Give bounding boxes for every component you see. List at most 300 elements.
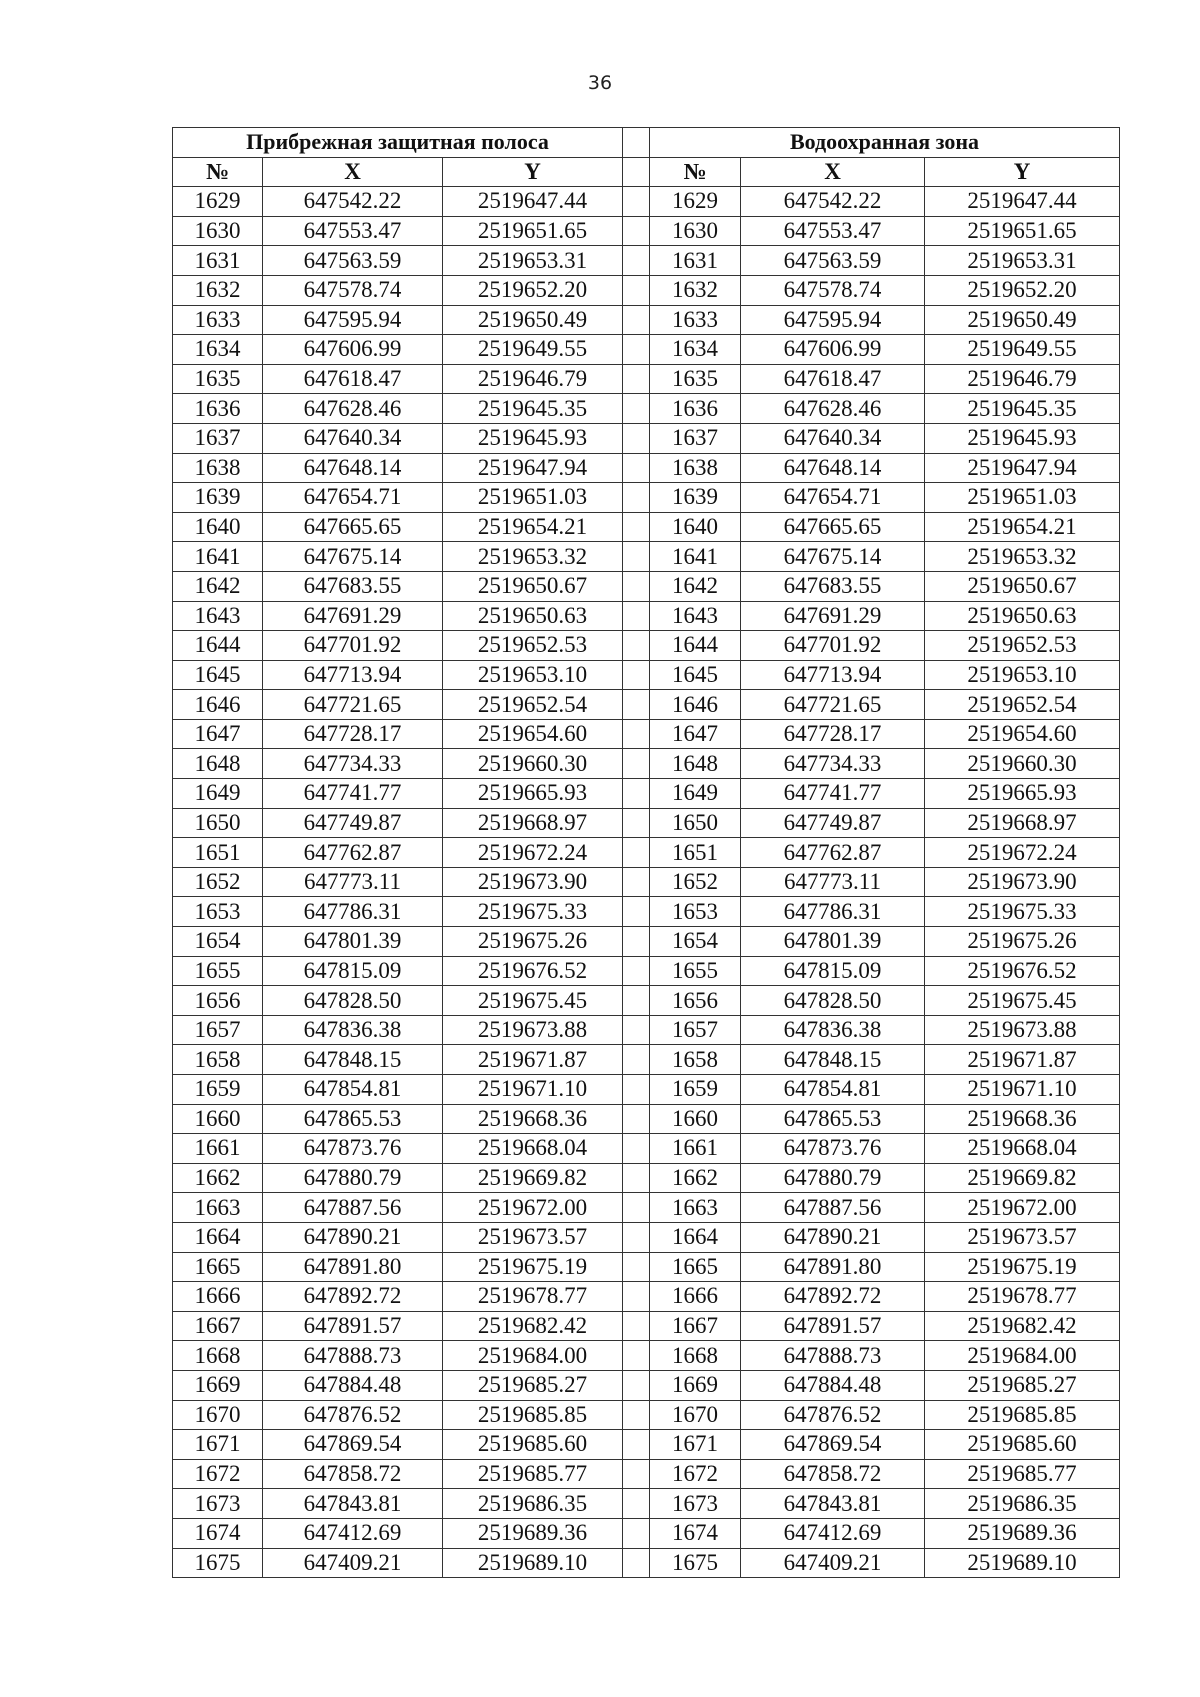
table-row <box>173 986 1120 1016</box>
right-cell-x: 647891.80 <box>741 1252 925 1282</box>
column-gap <box>623 660 650 690</box>
right-cell-x: 647749.87 <box>741 808 925 838</box>
right-cell-y: 2519675.26 <box>925 927 1120 957</box>
right-cell-y: 2519685.77 <box>925 1459 1120 1489</box>
left-cell-y: 2519671.87 <box>443 1045 623 1075</box>
column-gap <box>623 719 650 749</box>
left-cell-number: 1657 <box>173 1015 263 1045</box>
right-cell-x: 647675.14 <box>741 542 925 572</box>
left-cell-x: 647892.72 <box>263 1282 443 1312</box>
column-gap <box>623 157 650 187</box>
column-gap <box>623 1015 650 1045</box>
right-cell-number: 1660 <box>650 1104 741 1134</box>
column-gap <box>623 1459 650 1489</box>
left-cell-y: 2519675.19 <box>443 1252 623 1282</box>
right-cell-y: 2519650.63 <box>925 601 1120 631</box>
right-cell-x: 647628.46 <box>741 394 925 424</box>
column-gap <box>623 364 650 394</box>
right-cell-number: 1650 <box>650 808 741 838</box>
column-gap <box>623 1282 650 1312</box>
right-cell-number: 1644 <box>650 631 741 661</box>
left-cell-y: 2519686.35 <box>443 1489 623 1519</box>
right-cell-number: 1654 <box>650 927 741 957</box>
table-row <box>173 246 1120 276</box>
right-cell-number: 1665 <box>650 1252 741 1282</box>
right-cell-number: 1671 <box>650 1430 741 1460</box>
column-gap <box>623 128 650 158</box>
table-row <box>173 483 1120 513</box>
right-cell-x: 647786.31 <box>741 897 925 927</box>
right-cell-x: 647654.71 <box>741 483 925 513</box>
left-cell-y: 2519673.90 <box>443 867 623 897</box>
table-row <box>173 1282 1120 1312</box>
column-gap <box>623 690 650 720</box>
left-cell-y: 2519668.04 <box>443 1134 623 1164</box>
table-row <box>173 690 1120 720</box>
right-cell-y: 2519682.42 <box>925 1311 1120 1341</box>
left-cell-number: 1659 <box>173 1075 263 1105</box>
left-cell-x: 647876.52 <box>263 1400 443 1430</box>
right-cell-number: 1672 <box>650 1459 741 1489</box>
left-cell-y: 2519649.55 <box>443 335 623 365</box>
table-row <box>173 364 1120 394</box>
right-cell-x: 647665.65 <box>741 512 925 542</box>
column-gap <box>623 1163 650 1193</box>
left-cell-x: 647654.71 <box>263 483 443 513</box>
right-cell-number: 1634 <box>650 335 741 365</box>
right-cell-y: 2519685.27 <box>925 1370 1120 1400</box>
table-row <box>173 187 1120 217</box>
left-cell-x: 647606.99 <box>263 335 443 365</box>
right-cell-y: 2519660.30 <box>925 749 1120 779</box>
left-cell-number: 1656 <box>173 986 263 1016</box>
column-gap <box>623 838 650 868</box>
right-header-x: X <box>741 157 925 187</box>
left-cell-y: 2519685.77 <box>443 1459 623 1489</box>
left-cell-number: 1629 <box>173 187 263 217</box>
right-cell-y: 2519675.45 <box>925 986 1120 1016</box>
right-cell-number: 1673 <box>650 1489 741 1519</box>
right-cell-number: 1663 <box>650 1193 741 1223</box>
right-cell-y: 2519673.88 <box>925 1015 1120 1045</box>
right-cell-x: 647876.52 <box>741 1400 925 1430</box>
right-cell-number: 1657 <box>650 1015 741 1045</box>
table-row <box>173 719 1120 749</box>
right-cell-x: 647880.79 <box>741 1163 925 1193</box>
left-cell-number: 1650 <box>173 808 263 838</box>
right-cell-number: 1635 <box>650 364 741 394</box>
table-row <box>173 779 1120 809</box>
table-row <box>173 1370 1120 1400</box>
left-cell-y: 2519689.10 <box>443 1548 623 1578</box>
right-cell-number: 1655 <box>650 956 741 986</box>
right-cell-number: 1652 <box>650 867 741 897</box>
right-cell-x: 647848.15 <box>741 1045 925 1075</box>
right-cell-x: 647728.17 <box>741 719 925 749</box>
left-cell-x: 647891.57 <box>263 1311 443 1341</box>
right-cell-x: 647721.65 <box>741 690 925 720</box>
column-gap <box>623 1548 650 1578</box>
right-cell-x: 647409.21 <box>741 1548 925 1578</box>
table-row <box>173 1311 1120 1341</box>
right-cell-y: 2519651.65 <box>925 216 1120 246</box>
left-cell-y: 2519647.94 <box>443 453 623 483</box>
left-cell-x: 647683.55 <box>263 571 443 601</box>
right-cell-number: 1632 <box>650 275 741 305</box>
left-cell-x: 647691.29 <box>263 601 443 631</box>
left-cell-x: 647741.77 <box>263 779 443 809</box>
left-cell-x: 647578.74 <box>263 275 443 305</box>
left-cell-number: 1665 <box>173 1252 263 1282</box>
left-cell-x: 647848.15 <box>263 1045 443 1075</box>
right-cell-number: 1638 <box>650 453 741 483</box>
left-header-x: X <box>263 157 443 187</box>
right-cell-x: 647701.92 <box>741 631 925 661</box>
column-gap <box>623 631 650 661</box>
right-cell-x: 647892.72 <box>741 1282 925 1312</box>
right-cell-x: 647734.33 <box>741 749 925 779</box>
left-cell-y: 2519654.60 <box>443 719 623 749</box>
left-cell-x: 647884.48 <box>263 1370 443 1400</box>
left-cell-number: 1660 <box>173 1104 263 1134</box>
right-cell-y: 2519673.57 <box>925 1222 1120 1252</box>
column-gap <box>623 1075 650 1105</box>
table-row <box>173 1489 1120 1519</box>
left-cell-x: 647618.47 <box>263 364 443 394</box>
left-cell-y: 2519665.93 <box>443 779 623 809</box>
right-cell-y: 2519653.31 <box>925 246 1120 276</box>
column-gap <box>623 542 650 572</box>
left-cell-x: 647728.17 <box>263 719 443 749</box>
table-row <box>173 660 1120 690</box>
left-cell-x: 647854.81 <box>263 1075 443 1105</box>
right-cell-x: 647618.47 <box>741 364 925 394</box>
left-header-y: Y <box>443 157 623 187</box>
left-cell-y: 2519654.21 <box>443 512 623 542</box>
left-cell-y: 2519678.77 <box>443 1282 623 1312</box>
left-cell-number: 1655 <box>173 956 263 986</box>
right-cell-y: 2519665.93 <box>925 779 1120 809</box>
left-cell-x: 647675.14 <box>263 542 443 572</box>
left-cell-y: 2519668.97 <box>443 808 623 838</box>
column-gap <box>623 897 650 927</box>
right-cell-number: 1642 <box>650 571 741 601</box>
left-cell-x: 647412.69 <box>263 1518 443 1548</box>
right-cell-y: 2519650.49 <box>925 305 1120 335</box>
table-row <box>173 512 1120 542</box>
right-cell-x: 647412.69 <box>741 1518 925 1548</box>
column-gap <box>623 305 650 335</box>
right-cell-number: 1640 <box>650 512 741 542</box>
left-cell-number: 1636 <box>173 394 263 424</box>
left-cell-number: 1633 <box>173 305 263 335</box>
right-cell-number: 1647 <box>650 719 741 749</box>
left-cell-number: 1643 <box>173 601 263 631</box>
right-cell-y: 2519686.35 <box>925 1489 1120 1519</box>
table-row <box>173 1193 1120 1223</box>
right-cell-x: 647578.74 <box>741 275 925 305</box>
left-cell-number: 1672 <box>173 1459 263 1489</box>
right-cell-number: 1643 <box>650 601 741 631</box>
right-cell-x: 647713.94 <box>741 660 925 690</box>
right-cell-x: 647828.50 <box>741 986 925 1016</box>
left-cell-y: 2519647.44 <box>443 187 623 217</box>
table-row <box>173 335 1120 365</box>
left-cell-x: 647595.94 <box>263 305 443 335</box>
left-cell-y: 2519652.53 <box>443 631 623 661</box>
coordinates-body <box>173 187 1120 1578</box>
table-row <box>173 1134 1120 1164</box>
table-row <box>173 927 1120 957</box>
column-gap <box>623 1104 650 1134</box>
left-cell-y: 2519650.63 <box>443 601 623 631</box>
right-cell-number: 1633 <box>650 305 741 335</box>
right-cell-y: 2519652.20 <box>925 275 1120 305</box>
left-cell-x: 647542.22 <box>263 187 443 217</box>
right-cell-x: 647843.81 <box>741 1489 925 1519</box>
right-cell-x: 647553.47 <box>741 216 925 246</box>
column-gap <box>623 246 650 276</box>
right-cell-number: 1646 <box>650 690 741 720</box>
left-cell-y: 2519645.35 <box>443 394 623 424</box>
right-cell-y: 2519653.10 <box>925 660 1120 690</box>
left-cell-x: 647891.80 <box>263 1252 443 1282</box>
left-cell-x: 647713.94 <box>263 660 443 690</box>
left-cell-y: 2519653.10 <box>443 660 623 690</box>
left-cell-number: 1642 <box>173 571 263 601</box>
right-cell-y: 2519668.04 <box>925 1134 1120 1164</box>
right-cell-number: 1648 <box>650 749 741 779</box>
right-cell-y: 2519673.90 <box>925 867 1120 897</box>
right-cell-y: 2519689.36 <box>925 1518 1120 1548</box>
left-cell-number: 1671 <box>173 1430 263 1460</box>
right-cell-x: 647801.39 <box>741 927 925 957</box>
column-gap <box>623 1045 650 1075</box>
table-row <box>173 631 1120 661</box>
right-cell-x: 647606.99 <box>741 335 925 365</box>
right-cell-y: 2519668.36 <box>925 1104 1120 1134</box>
left-cell-number: 1639 <box>173 483 263 513</box>
left-cell-x: 647762.87 <box>263 838 443 868</box>
right-cell-y: 2519652.54 <box>925 690 1120 720</box>
table-row <box>173 305 1120 335</box>
table-row <box>173 1222 1120 1252</box>
right-cell-x: 647542.22 <box>741 187 925 217</box>
right-cell-number: 1637 <box>650 423 741 453</box>
left-cell-number: 1675 <box>173 1548 263 1578</box>
column-gap <box>623 216 650 246</box>
left-cell-number: 1661 <box>173 1134 263 1164</box>
right-cell-y: 2519675.19 <box>925 1252 1120 1282</box>
right-cell-number: 1659 <box>650 1075 741 1105</box>
left-cell-x: 647887.56 <box>263 1193 443 1223</box>
right-cell-number: 1670 <box>650 1400 741 1430</box>
left-cell-number: 1641 <box>173 542 263 572</box>
right-cell-y: 2519672.00 <box>925 1193 1120 1223</box>
column-gap <box>623 1311 650 1341</box>
column-gap <box>623 986 650 1016</box>
table-row <box>173 749 1120 779</box>
left-cell-x: 647665.65 <box>263 512 443 542</box>
left-cell-number: 1635 <box>173 364 263 394</box>
table-row <box>173 838 1120 868</box>
right-cell-y: 2519685.60 <box>925 1430 1120 1460</box>
left-cell-number: 1649 <box>173 779 263 809</box>
left-cell-y: 2519650.67 <box>443 571 623 601</box>
right-cell-number: 1668 <box>650 1341 741 1371</box>
left-cell-y: 2519685.85 <box>443 1400 623 1430</box>
table-row <box>173 394 1120 424</box>
left-cell-number: 1640 <box>173 512 263 542</box>
left-cell-x: 647836.38 <box>263 1015 443 1045</box>
column-gap <box>623 1252 650 1282</box>
left-cell-x: 647801.39 <box>263 927 443 957</box>
left-cell-number: 1668 <box>173 1341 263 1371</box>
table-row <box>173 1163 1120 1193</box>
right-cell-x: 647887.56 <box>741 1193 925 1223</box>
left-cell-number: 1654 <box>173 927 263 957</box>
left-cell-number: 1662 <box>173 1163 263 1193</box>
right-cell-number: 1664 <box>650 1222 741 1252</box>
table-row <box>173 216 1120 246</box>
table-row <box>173 453 1120 483</box>
right-cell-y: 2519671.10 <box>925 1075 1120 1105</box>
column-gap <box>623 275 650 305</box>
left-cell-x: 647828.50 <box>263 986 443 1016</box>
left-cell-x: 647815.09 <box>263 956 443 986</box>
right-cell-number: 1630 <box>650 216 741 246</box>
right-cell-y: 2519651.03 <box>925 483 1120 513</box>
right-cell-number: 1639 <box>650 483 741 513</box>
left-cell-x: 647865.53 <box>263 1104 443 1134</box>
right-cell-y: 2519675.33 <box>925 897 1120 927</box>
left-cell-number: 1667 <box>173 1311 263 1341</box>
left-cell-number: 1658 <box>173 1045 263 1075</box>
left-cell-y: 2519660.30 <box>443 749 623 779</box>
right-header-number: № <box>650 157 741 187</box>
right-cell-x: 647683.55 <box>741 571 925 601</box>
table-row <box>173 1459 1120 1489</box>
left-cell-number: 1651 <box>173 838 263 868</box>
right-cell-number: 1656 <box>650 986 741 1016</box>
column-gap <box>623 423 650 453</box>
left-cell-x: 647409.21 <box>263 1548 443 1578</box>
left-cell-y: 2519684.00 <box>443 1341 623 1371</box>
left-cell-y: 2519651.03 <box>443 483 623 513</box>
right-cell-y: 2519678.77 <box>925 1282 1120 1312</box>
column-gap <box>623 453 650 483</box>
column-gap <box>623 512 650 542</box>
left-cell-y: 2519685.60 <box>443 1430 623 1460</box>
right-cell-y: 2519676.52 <box>925 956 1120 986</box>
left-cell-number: 1644 <box>173 631 263 661</box>
column-gap <box>623 927 650 957</box>
table-row <box>173 1341 1120 1371</box>
right-cell-y: 2519654.60 <box>925 719 1120 749</box>
left-cell-number: 1663 <box>173 1193 263 1223</box>
right-section-title: Водоохранная зона <box>650 128 1120 158</box>
right-cell-x: 647854.81 <box>741 1075 925 1105</box>
left-cell-x: 647553.47 <box>263 216 443 246</box>
left-cell-y: 2519653.31 <box>443 246 623 276</box>
left-cell-y: 2519676.52 <box>443 956 623 986</box>
column-gap <box>623 749 650 779</box>
table-row <box>173 571 1120 601</box>
left-cell-number: 1674 <box>173 1518 263 1548</box>
right-cell-number: 1674 <box>650 1518 741 1548</box>
right-cell-x: 647890.21 <box>741 1222 925 1252</box>
left-cell-number: 1653 <box>173 897 263 927</box>
right-cell-number: 1658 <box>650 1045 741 1075</box>
left-cell-number: 1638 <box>173 453 263 483</box>
left-cell-y: 2519672.24 <box>443 838 623 868</box>
left-cell-y: 2519672.00 <box>443 1193 623 1223</box>
column-gap <box>623 335 650 365</box>
right-cell-y: 2519647.44 <box>925 187 1120 217</box>
right-cell-y: 2519646.79 <box>925 364 1120 394</box>
right-cell-x: 647884.48 <box>741 1370 925 1400</box>
right-cell-y: 2519672.24 <box>925 838 1120 868</box>
left-cell-number: 1664 <box>173 1222 263 1252</box>
left-cell-number: 1632 <box>173 275 263 305</box>
left-cell-y: 2519682.42 <box>443 1311 623 1341</box>
left-cell-number: 1637 <box>173 423 263 453</box>
right-cell-number: 1667 <box>650 1311 741 1341</box>
table-row <box>173 1045 1120 1075</box>
right-cell-y: 2519649.55 <box>925 335 1120 365</box>
right-cell-x: 647836.38 <box>741 1015 925 1045</box>
left-cell-x: 647773.11 <box>263 867 443 897</box>
column-gap <box>623 1489 650 1519</box>
column-gap <box>623 1370 650 1400</box>
column-gap <box>623 1400 650 1430</box>
table-row <box>173 1430 1120 1460</box>
right-cell-y: 2519652.53 <box>925 631 1120 661</box>
left-cell-number: 1634 <box>173 335 263 365</box>
table-row <box>173 1104 1120 1134</box>
right-cell-y: 2519671.87 <box>925 1045 1120 1075</box>
left-cell-x: 647858.72 <box>263 1459 443 1489</box>
right-cell-number: 1629 <box>650 187 741 217</box>
table-row <box>173 808 1120 838</box>
column-gap <box>623 956 650 986</box>
table-row <box>173 542 1120 572</box>
right-cell-x: 647858.72 <box>741 1459 925 1489</box>
column-gap <box>623 1134 650 1164</box>
left-cell-x: 647888.73 <box>263 1341 443 1371</box>
left-cell-x: 647721.65 <box>263 690 443 720</box>
right-cell-x: 647762.87 <box>741 838 925 868</box>
column-gap <box>623 1193 650 1223</box>
left-cell-y: 2519652.20 <box>443 275 623 305</box>
right-header-y: Y <box>925 157 1120 187</box>
right-cell-number: 1631 <box>650 246 741 276</box>
left-cell-y: 2519675.33 <box>443 897 623 927</box>
left-cell-y: 2519669.82 <box>443 1163 623 1193</box>
right-cell-x: 647648.14 <box>741 453 925 483</box>
right-cell-y: 2519650.67 <box>925 571 1120 601</box>
left-cell-y: 2519689.36 <box>443 1518 623 1548</box>
right-cell-number: 1636 <box>650 394 741 424</box>
page-number: 36 <box>587 72 613 94</box>
left-cell-x: 647734.33 <box>263 749 443 779</box>
right-cell-y: 2519668.97 <box>925 808 1120 838</box>
table-row <box>173 601 1120 631</box>
column-gap <box>623 601 650 631</box>
right-cell-y: 2519669.82 <box>925 1163 1120 1193</box>
left-cell-x: 647701.92 <box>263 631 443 661</box>
column-gap <box>623 1518 650 1548</box>
